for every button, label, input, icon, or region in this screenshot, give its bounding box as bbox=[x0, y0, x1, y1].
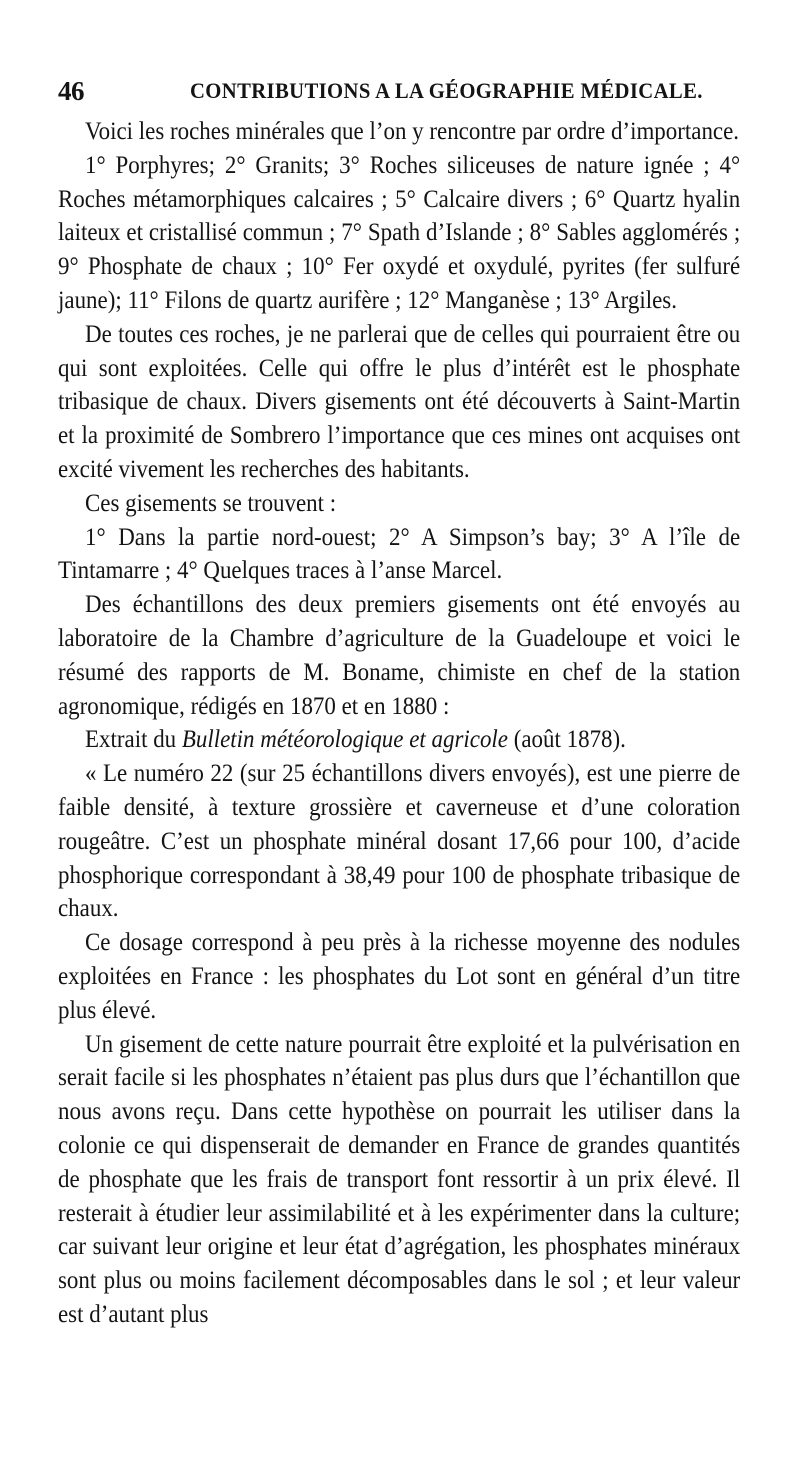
paragraph: Ce dosage correspond à peu près à la richesse moyenne des nodules exploitées en France : les phosphates du Lot sont en général d’un titre plus élevé. bbox=[58, 927, 741, 1024]
paragraph: Ces gisements se trouvent : bbox=[85, 487, 337, 517]
page-header bbox=[58, 76, 738, 112]
bulletin-title: Bulletin météorologique et agricole bbox=[181, 724, 508, 754]
paragraph: 1° Porphyres; 2° Granits; 3° Roches siliceuses de nature ignée ; 4° Roches métamorphiques calcaires ; 5° Calcaire divers ; 6° Quartz hyalin laiteux et cristallisé commun ; 7° Spath d’Islande ; 8° Sables agglomérés ; 9° Phosphate de chaux ; 10° Fer oxydé et oxydulé, pyrites (fer sulfuré jaune); 11° Filons de quartz aurifère ; 12° Manganèse ; 13° Argiles. bbox=[58, 149, 741, 314]
paragraph: De toutes ces roches, je ne parlerai que de celles qui pourraient être ou qui sont exploitées. Celle qui offre le plus d’intérêt est le phosphate tribasique de chaux. Divers gisements ont été découverts à Saint-Martin et la proximité de Sombrero l’importance que ces mines ont acquises ont excité vivement les recherches des habitants. bbox=[58, 318, 741, 483]
paragraph: Un gisement de cette nature pourrait être exploité et la pulvérisation en serait facile si les phosphates n’étaient pas plus durs que l’échantillon que nous avons reçu. Dans cette hypothèse on pourrait les utiliser dans la colonie ce qui dispenserait de demander en France de grandes quantités de phosphate que les frais de transport font ressortir à un prix élevé. Il resterait à étudier leur assimilabilité et à les expérimenter dans la culture; car suivant leur origine et leur état d’agrégation, les phosphates minéraux sont plus ou moins facilement décomposables dans le sol ; et leur valeur est d’autant plus bbox=[58, 1028, 741, 1328]
body-text bbox=[58, 114, 740, 1331]
running-title: CONTRIBUTIONS A LA GÉOGRAPHIE MÉDICALE. bbox=[190, 78, 703, 103]
paragraph: « Le numéro 22 (sur 25 échantillons divers envoyés), est une pierre de faible densité, à texture grossière et caverneuse et d’une coloration rougeâtre. C’est un phosphate minéral dosant 17,66 pour 100, d’acide phosphorique correspondant à 38,49 pour 100 de phosphate tribasique de chaux. bbox=[58, 758, 741, 923]
extract-line bbox=[58, 722, 740, 756]
paragraph: Voici les roches minérales que l’on y rencontre par ordre d’importance. bbox=[85, 116, 740, 145]
extract-prefix: Extrait du bbox=[85, 724, 182, 754]
paragraph: 1° Dans la partie nord-ouest; 2° A Simpson’s bay; 3° A l’île de Tintamarre ; 4° Quelques traces à l’anse Marcel. bbox=[58, 521, 741, 585]
extract-suffix: (août 1878). bbox=[507, 724, 626, 754]
paragraph: Des échantillons des deux premiers gisements ont été envoyés au laboratoire de la Chambre d’agriculture de la Guadeloupe et voici le résumé des rapports de M. Boname, chimiste en chef de la station agronomique, rédigés en 1870 et en 1880 : bbox=[58, 589, 741, 720]
page-number: 46 bbox=[58, 76, 84, 106]
